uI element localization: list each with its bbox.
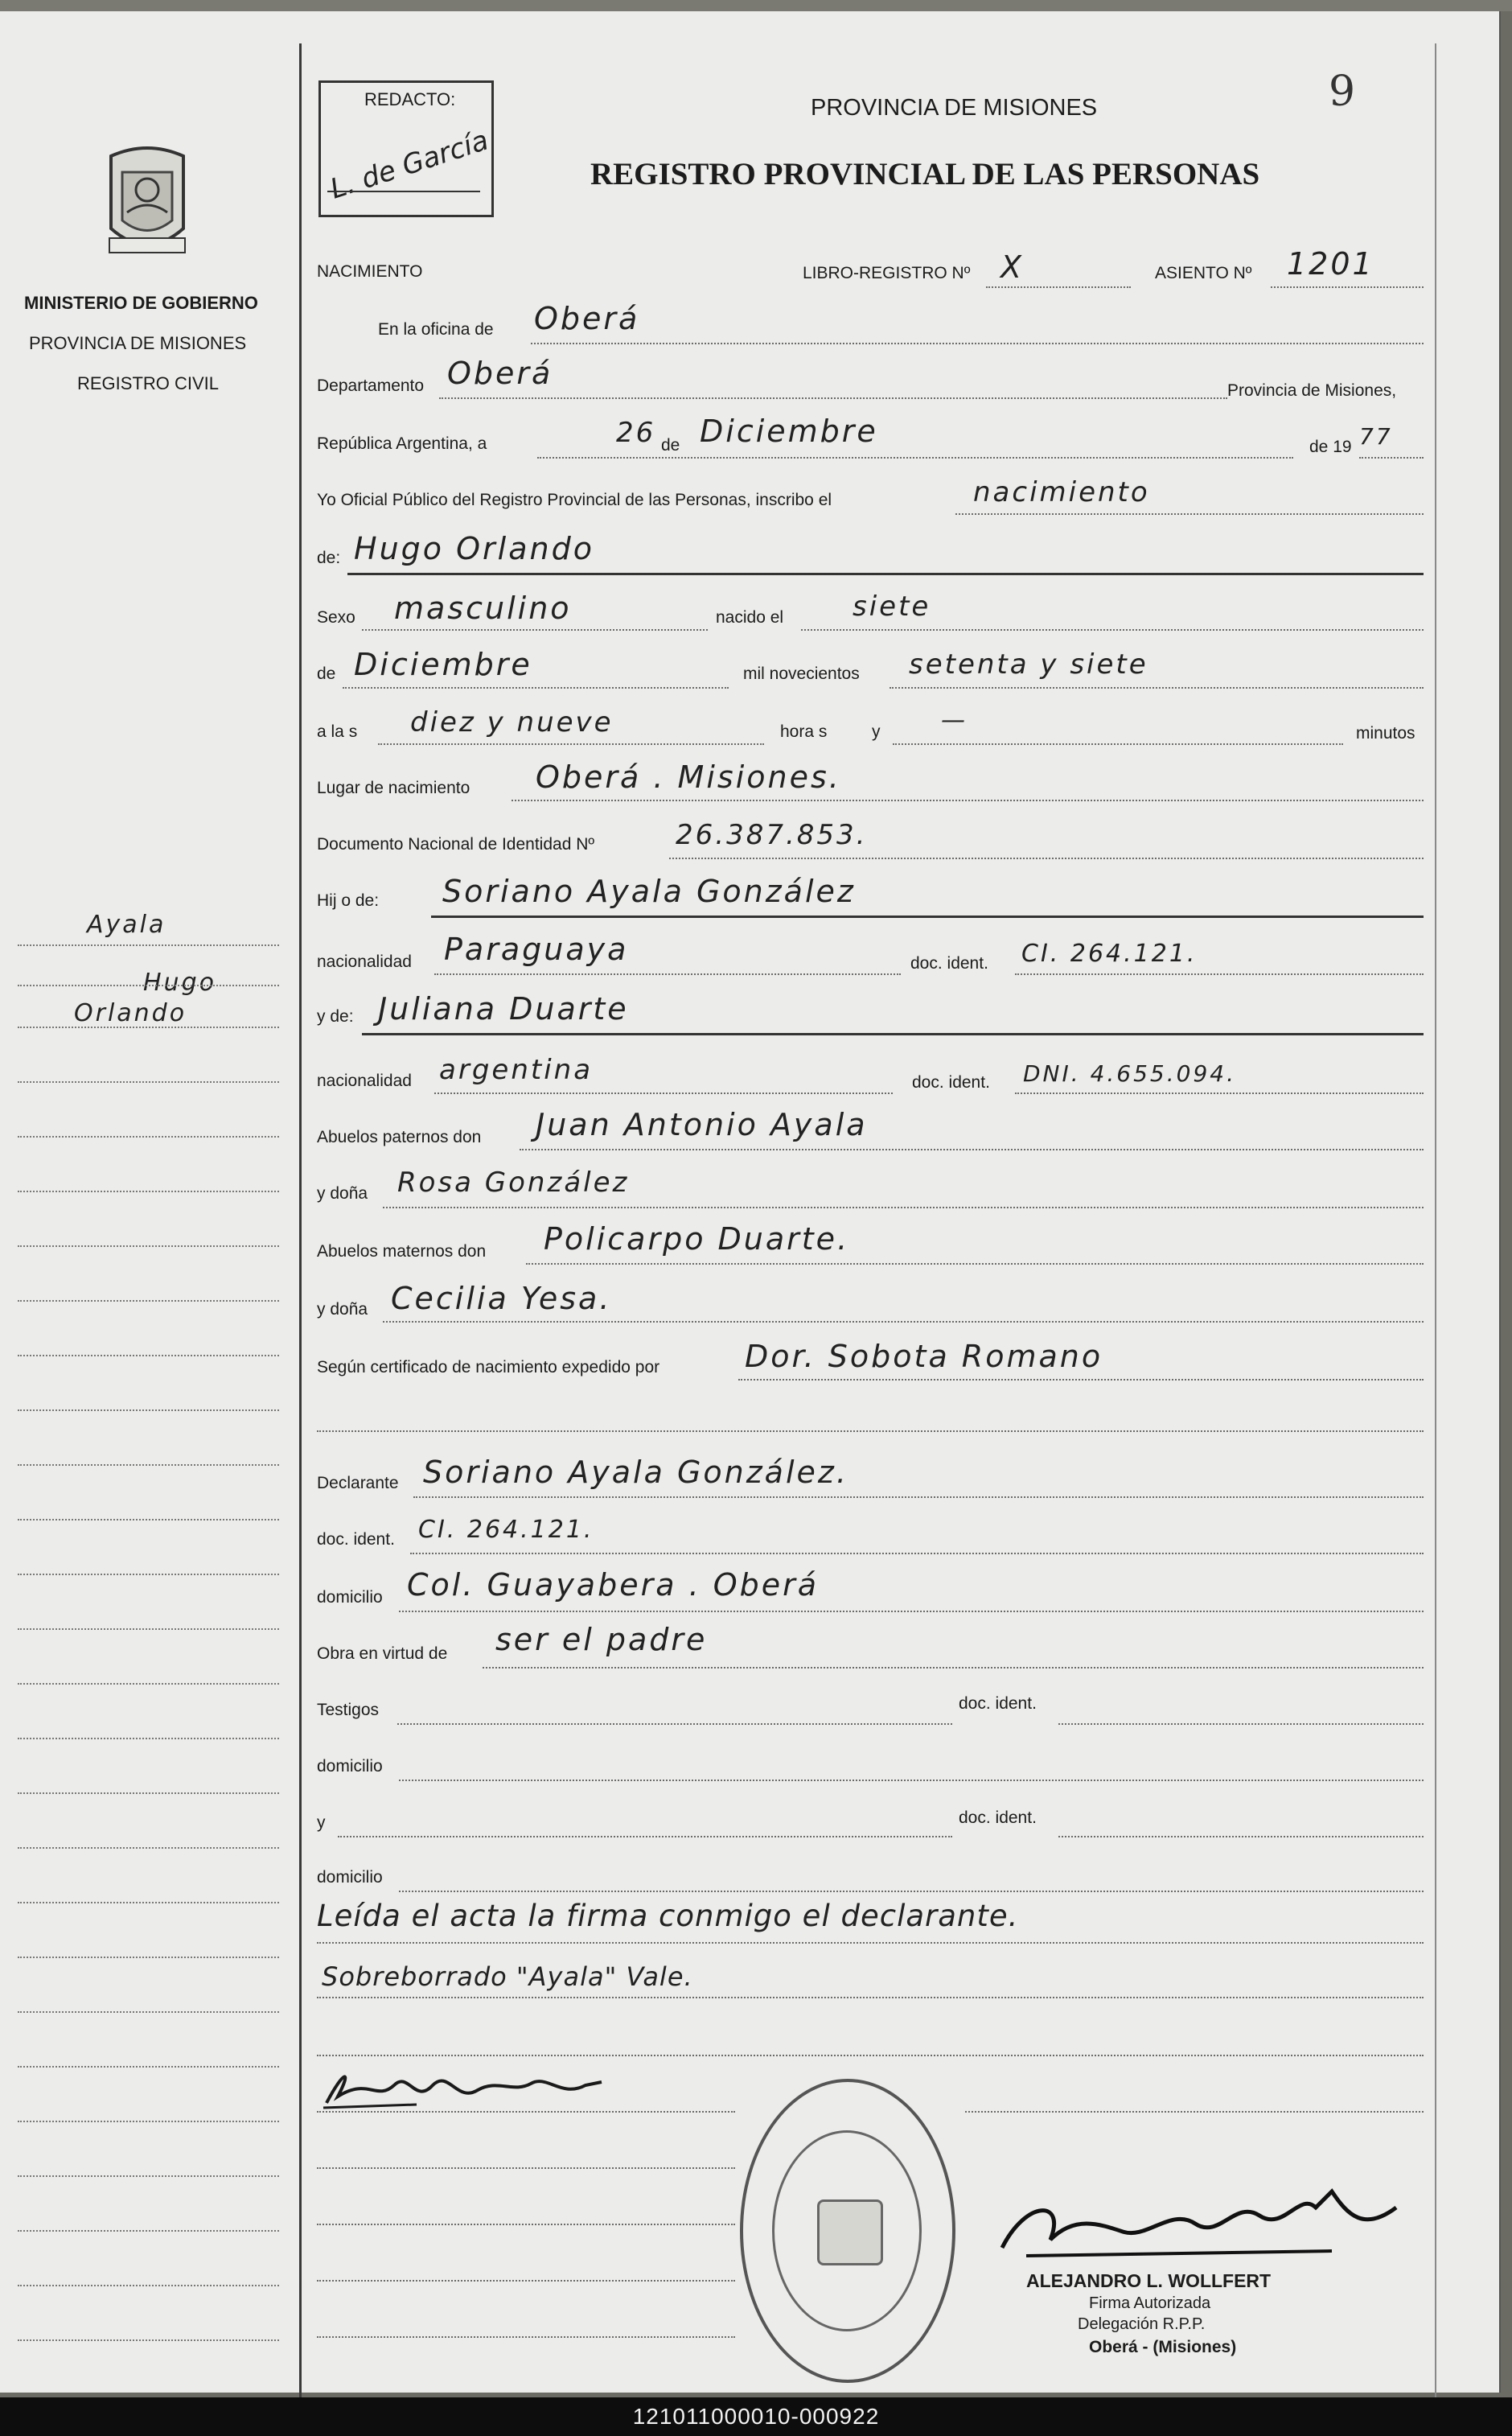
declarante-label: Declarante (317, 1474, 399, 1492)
dia-value: 26 (616, 417, 656, 449)
page-number: 9 (1329, 68, 1356, 116)
nacido-value: siete (853, 590, 931, 623)
decl-doc-label: doc. ident. (317, 1530, 395, 1549)
decl-doc-value: CI. 264.121. (418, 1516, 594, 1544)
oficial-label: Yo Oficial Público del Registro Provincial de las Personas, inscribo el (317, 491, 832, 509)
anio2-value: setenta y siete (909, 648, 1148, 681)
oficina-label: En la oficina de (378, 320, 494, 339)
dni-value: 26.387.853. (676, 819, 868, 851)
domicilio-value: Col. Guayabera . Oberá (407, 1567, 820, 1603)
oficial-value: nacimiento (973, 476, 1150, 508)
nombre-value: Hugo Orlando (354, 531, 594, 566)
anio-label: de 19 (1309, 438, 1352, 456)
abuelo-pat-value: Juan Antonio Ayala (536, 1107, 868, 1142)
margin-name-1: Ayala (87, 911, 166, 939)
minutos-value: — (941, 706, 968, 735)
ministry-province: PROVINCIA DE MISIONES (29, 333, 247, 353)
official-deleg: Delegación R.P.P. (1078, 2315, 1206, 2333)
de-label: de (661, 436, 680, 455)
declarante-signature (320, 2061, 610, 2117)
alas-label: a la s (317, 722, 358, 741)
sexo-value: masculino (394, 590, 572, 626)
leida-statement: Leída el acta la firma conmigo el declarante. (317, 1899, 1019, 1933)
declarante-value: Soriano Ayala González. (423, 1455, 848, 1490)
abuela-mat-value: Cecilia Yesa. (391, 1281, 612, 1316)
registry-seal (740, 2079, 955, 2383)
testigo2-y-label: y (317, 1813, 326, 1832)
redacto-box (318, 80, 494, 217)
provincia-label: Provincia de Misiones, (1227, 381, 1397, 400)
testigo1-doc-label: doc. ident. (959, 1694, 1037, 1713)
testigo2-domicilio-label: domicilio (317, 1868, 383, 1887)
abuelos-mat-label: Abuelos maternos don (317, 1242, 487, 1261)
ministry-registry: REGISTRO CIVIL (77, 373, 220, 393)
domicilio-label: domicilio (317, 1588, 383, 1607)
mes2-value: Diciembre (354, 647, 532, 682)
ydona-pat-label: y doña (317, 1184, 368, 1203)
testigo1-domicilio-label: domicilio (317, 1757, 383, 1776)
republica-label: República Argentina, a (317, 434, 487, 453)
scan-top-edge (0, 0, 1512, 11)
archive-code: 121011000010-000922 (632, 2404, 880, 2429)
departamento-label: Departamento (317, 377, 425, 395)
libro-value: X (1000, 249, 1025, 285)
sobreborrado-note: Sobreborrado "Ayala" Vale. (322, 1961, 693, 1992)
departamento-value: Oberá (447, 356, 553, 391)
abuelo-mat-value: Policarpo Duarte. (544, 1221, 850, 1257)
padre-doc-value: CI. 264.121. (1021, 940, 1198, 968)
abuela-pat-value: Rosa González (397, 1167, 630, 1199)
official-name: ALEJANDRO L. WOLLFERT (1026, 2270, 1272, 2291)
redacto-value: L. de García (326, 124, 493, 206)
redacto-label: REDACTO: (364, 89, 456, 109)
registry-sheet (0, 11, 1501, 2393)
asiento-value: 1201 (1287, 246, 1374, 282)
archive-code-bar (0, 2397, 1512, 2436)
obra-value: ser el padre (495, 1622, 708, 1657)
nacido-label: nacido el (716, 608, 784, 627)
padre-doc-label: doc. ident. (910, 954, 988, 973)
margin-name-2: Hugo (143, 969, 216, 997)
official-place: Oberá - (Misiones) (1089, 2338, 1237, 2356)
madre-value: Juliana Duarte (378, 991, 629, 1027)
anio-value: 77 (1359, 423, 1393, 450)
dni-label: Documento Nacional de Identidad Nº (317, 835, 595, 854)
hora-label: hora s (780, 722, 828, 741)
sexo-label: Sexo (317, 608, 355, 627)
certificado-value: Dor. Sobota Romano (745, 1339, 1103, 1374)
padre-value: Soriano Ayala González (442, 874, 856, 909)
madre-doc-value: DNI. 4.655.094. (1023, 1060, 1236, 1087)
libro-label: LIBRO-REGISTRO Nº (803, 264, 971, 282)
y-label: y (872, 722, 881, 741)
seal-emblem-icon (817, 2199, 883, 2265)
testigo2-doc-label: doc. ident. (959, 1808, 1037, 1827)
lugar-label: Lugar de nacimiento (317, 779, 470, 797)
madre-nac-label: nacionalidad (317, 1072, 412, 1090)
de-label-2: de: (317, 549, 341, 567)
margin-rule (299, 43, 302, 2401)
official-signature (994, 2183, 1412, 2280)
title-province: PROVINCIA DE MISIONES (811, 95, 1098, 121)
right-rule (1435, 43, 1436, 2401)
asiento-label: ASIENTO Nº (1155, 264, 1252, 282)
madre-doc-label: doc. ident. (912, 1073, 990, 1092)
lugar-value: Oberá . Misiones. (536, 759, 841, 795)
yde-label: y de: (317, 1007, 354, 1026)
oficina-value: Oberá (534, 301, 640, 336)
ministry-title: MINISTERIO DE GOBIERNO (24, 293, 258, 313)
margin-name-3: Orlando (74, 999, 187, 1027)
obra-label: Obra en virtud de (317, 1644, 448, 1663)
de-label-3: de (317, 665, 336, 683)
padre-nac-label: nacionalidad (317, 953, 412, 971)
title-main: REGISTRO PROVINCIAL DE LAS PERSONAS (590, 157, 1260, 191)
mil-label: mil novecientos (743, 665, 860, 683)
madre-nac-value: argentina (439, 1054, 594, 1086)
testigos-label: Testigos (317, 1701, 380, 1719)
ydona-mat-label: y doña (317, 1300, 368, 1319)
abuelos-pat-label: Abuelos paternos don (317, 1128, 482, 1146)
official-role: Firma Autorizada (1089, 2294, 1211, 2312)
padre-nac-value: Paraguaya (444, 932, 629, 967)
hijo-label: Hij o de: (317, 891, 380, 910)
province-emblem-icon (95, 140, 199, 269)
mes-value: Diciembre (700, 414, 878, 449)
certificado-label: Según certificado de nacimiento expedido por (317, 1358, 660, 1376)
minutos-label: minutos (1356, 724, 1415, 743)
hora-value: diez y nueve (410, 706, 614, 739)
form-type-label: NACIMIENTO (317, 262, 423, 281)
